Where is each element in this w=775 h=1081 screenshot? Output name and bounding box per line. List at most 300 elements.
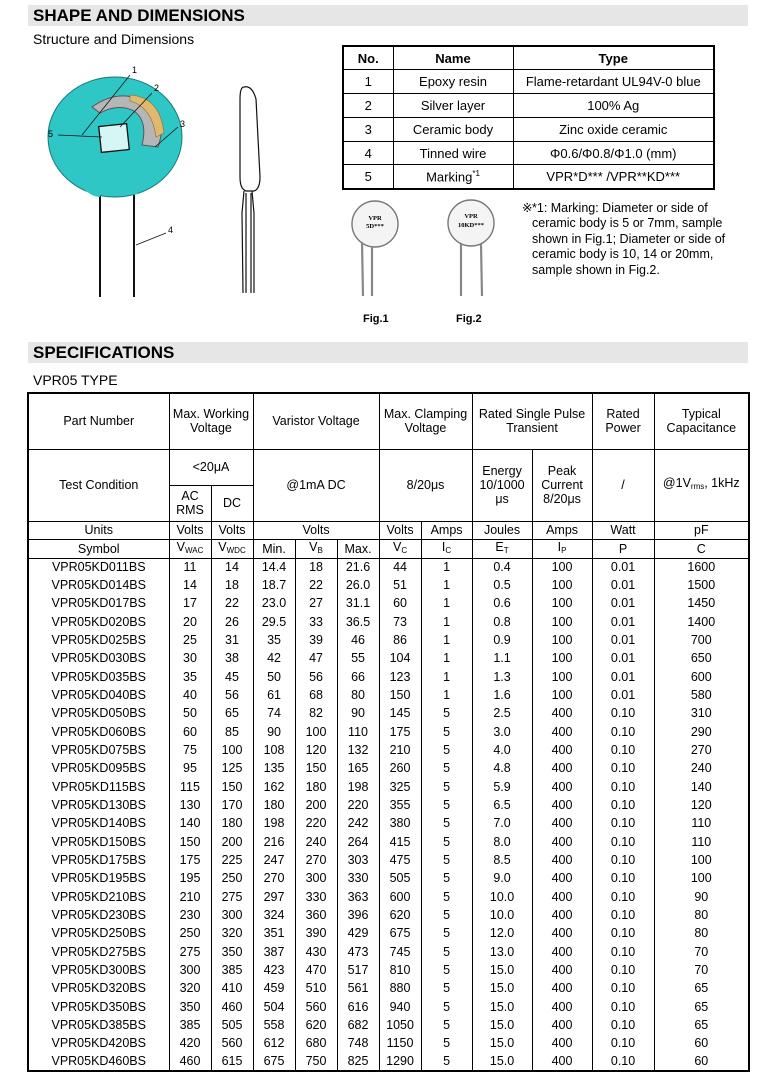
table-row	[28, 668, 749, 686]
cell-ic: 5	[421, 943, 472, 961]
table-row	[28, 595, 749, 613]
cell-et: 0.6	[472, 595, 532, 613]
table-row	[28, 778, 749, 796]
cell-ic: 5	[421, 815, 472, 833]
sym-sub: C	[401, 545, 408, 555]
cell-vwdc: 350	[211, 943, 253, 961]
cell-type: Φ0.6/Φ0.8/Φ1.0 (mm)	[513, 141, 714, 165]
cell-vv-min: 459	[253, 980, 295, 998]
cell-vb: 56	[295, 668, 337, 686]
cell-ip: 400	[532, 796, 592, 814]
cell-ic: 5	[421, 1035, 472, 1053]
note-text: *1: Marking: Diameter or side of ceramic body is 5 or 7mm, sample shown in Fig.1; Diameter or side of ceramic body is 10, 14 or 20mm, sample shown in Fig.2.	[532, 201, 726, 277]
cell-vb: 240	[295, 833, 337, 851]
cell-et: 7.0	[472, 815, 532, 833]
cell-ip: 400	[532, 851, 592, 869]
cell-et: 15.0	[472, 961, 532, 979]
cell-vb: 300	[295, 870, 337, 888]
cell-vc: 104	[379, 650, 421, 668]
cell-vb: 150	[295, 760, 337, 778]
cell-vwdc: 300	[211, 906, 253, 924]
type-subtitle: VPR05 TYPE	[33, 372, 118, 388]
cell-ic: 5	[421, 851, 472, 869]
cell-vc: 620	[379, 906, 421, 924]
cell-vc: 210	[379, 741, 421, 759]
cell-capacitance: 65	[654, 1016, 749, 1034]
cell-ic: 5	[421, 980, 472, 998]
cell-capacitance: 110	[654, 833, 749, 851]
sym-sub: P	[561, 545, 567, 555]
cell-vc: 123	[379, 668, 421, 686]
cell-part-number: VPR05KD050BS	[28, 705, 169, 723]
cell-et: 12.0	[472, 925, 532, 943]
tc-cap-tail: , 1kHz	[704, 476, 740, 490]
cell-ip: 400	[532, 1016, 592, 1034]
cell-vv-max: 242	[337, 815, 379, 833]
cell-vwac: 300	[169, 961, 211, 979]
table-row	[28, 741, 749, 759]
cell-vv-min: 198	[253, 815, 295, 833]
cell-et: 15.0	[472, 1035, 532, 1053]
cell-ip: 400	[532, 741, 592, 759]
unit-ip: Amps	[532, 521, 592, 539]
cell-vv-min: 612	[253, 1035, 295, 1053]
cell-ip: 400	[532, 705, 592, 723]
cell-et: 0.4	[472, 558, 532, 576]
cell-ip: 400	[532, 870, 592, 888]
cell-vv-max: 517	[337, 961, 379, 979]
cell-ic: 5	[421, 741, 472, 759]
cell-ic: 1	[421, 686, 472, 704]
cell-ic: 5	[421, 925, 472, 943]
cell-vwdc: 14	[211, 558, 253, 576]
unit-p: Watt	[592, 521, 654, 539]
table-row	[28, 1053, 749, 1071]
cell-ic: 5	[421, 906, 472, 924]
cell-part-number: VPR05KD250BS	[28, 925, 169, 943]
cell-ip: 400	[532, 943, 592, 961]
symbol-p: P	[592, 539, 654, 558]
cell-capacitance: 100	[654, 851, 749, 869]
cell-type: Zinc oxide ceramic	[513, 117, 714, 141]
cell-vwdc: 22	[211, 595, 253, 613]
cell-vwac: 275	[169, 943, 211, 961]
sym-sub: WDC	[226, 545, 246, 555]
cell-vv-max: 36.5	[337, 613, 379, 631]
cell-vv-min: 90	[253, 723, 295, 741]
unit-ic: Amps	[421, 521, 472, 539]
cell-vwdc: 250	[211, 870, 253, 888]
table-row	[28, 613, 749, 631]
cell-power: 0.10	[592, 1035, 654, 1053]
table-row	[343, 94, 714, 118]
cell-part-number: VPR05KD210BS	[28, 888, 169, 906]
cell-ip: 400	[532, 961, 592, 979]
fig2-mark-line2: 10KD***	[458, 222, 484, 229]
cell-part-number: VPR05KD040BS	[28, 686, 169, 704]
cell-vb: 27	[295, 595, 337, 613]
cell-vv-max: 21.6	[337, 558, 379, 576]
cell-vv-min: 61	[253, 686, 295, 704]
tc-clamping: 8/20μs	[379, 449, 472, 521]
table-row	[28, 870, 749, 888]
cell-vb: 750	[295, 1053, 337, 1071]
table-row	[28, 650, 749, 668]
cell-vb: 680	[295, 1035, 337, 1053]
cell-ip: 400	[532, 980, 592, 998]
cell-vwac: 210	[169, 888, 211, 906]
cell-vwac: 195	[169, 870, 211, 888]
cell-vc: 1290	[379, 1053, 421, 1071]
cell-et: 2.5	[472, 705, 532, 723]
cell-vv-max: 31.1	[337, 595, 379, 613]
cell-et: 15.0	[472, 980, 532, 998]
cell-power: 0.10	[592, 870, 654, 888]
cell-part-number: VPR05KD130BS	[28, 796, 169, 814]
cell-vwac: 230	[169, 906, 211, 924]
sym-main: V	[392, 539, 402, 554]
cell-power: 0.10	[592, 1053, 654, 1071]
cell-ip: 400	[532, 998, 592, 1016]
cell-ic: 5	[421, 998, 472, 1016]
cell-vwdc: 150	[211, 778, 253, 796]
cell-ip: 400	[532, 906, 592, 924]
table-row	[28, 760, 749, 778]
cell-vwac: 460	[169, 1053, 211, 1071]
cell-vv-min: 297	[253, 888, 295, 906]
section-title-shape: SHAPE AND DIMENSIONS	[33, 6, 245, 25]
cell-et: 6.5	[472, 796, 532, 814]
cell-et: 5.9	[472, 778, 532, 796]
cell-capacitance: 600	[654, 668, 749, 686]
cell-vc: 175	[379, 723, 421, 741]
cell-ip: 100	[532, 595, 592, 613]
cell-vv-max: 264	[337, 833, 379, 851]
cell-vwac: 60	[169, 723, 211, 741]
cell-vwdc: 65	[211, 705, 253, 723]
cell-vwdc: 85	[211, 723, 253, 741]
cell-ic: 1	[421, 595, 472, 613]
cell-vwdc: 200	[211, 833, 253, 851]
tc-leakage: <20μA	[169, 449, 253, 485]
cell-part-number: VPR05KD011BS	[28, 558, 169, 576]
header-test-condition: Test Condition	[28, 449, 169, 521]
note-mark: ※	[522, 201, 533, 215]
cell-capacitance: 70	[654, 943, 749, 961]
cell-ic: 1	[421, 576, 472, 594]
cell-et: 0.8	[472, 613, 532, 631]
cell-vwac: 115	[169, 778, 211, 796]
cell-vwac: 175	[169, 851, 211, 869]
cell-vc: 73	[379, 613, 421, 631]
unit-vc: Volts	[379, 521, 421, 539]
fig2-mark-line1: VPR	[464, 213, 478, 220]
symbol-vb	[295, 539, 337, 558]
marking-note	[522, 201, 727, 278]
cell-ic: 5	[421, 888, 472, 906]
tc-cap-main: @1V	[662, 476, 691, 490]
table-row	[28, 851, 749, 869]
cell-vv-min: 108	[253, 741, 295, 759]
fig2-varistor-image	[443, 198, 499, 298]
cell-vc: 475	[379, 851, 421, 869]
cell-power: 0.10	[592, 1016, 654, 1034]
cell-et: 8.5	[472, 851, 532, 869]
cell-vv-min: 74	[253, 705, 295, 723]
cell-power: 0.01	[592, 668, 654, 686]
cell-ip: 400	[532, 760, 592, 778]
cell-ip: 100	[532, 631, 592, 649]
structure-subtitle: Structure and Dimensions	[33, 31, 195, 47]
cell-power: 0.10	[592, 906, 654, 924]
cell-vc: 1150	[379, 1035, 421, 1053]
table-row	[28, 943, 749, 961]
fig1-mark-line1: VPR	[368, 215, 382, 222]
cell-vv-min: 14.4	[253, 558, 295, 576]
cell-vc: 355	[379, 796, 421, 814]
cell-capacitance: 240	[654, 760, 749, 778]
cell-vv-max: 55	[337, 650, 379, 668]
cell-vwac: 420	[169, 1035, 211, 1053]
cell-part-number: VPR05KD150BS	[28, 833, 169, 851]
cell-vv-max: 90	[337, 705, 379, 723]
unit-et: Joules	[472, 521, 532, 539]
cell-vwac: 30	[169, 650, 211, 668]
cell-vb: 510	[295, 980, 337, 998]
cell-vv-min: 270	[253, 870, 295, 888]
cell-vc: 810	[379, 961, 421, 979]
cell-type: 100% Ag	[513, 94, 714, 118]
cell-power: 0.01	[592, 558, 654, 576]
cell-et: 1.1	[472, 650, 532, 668]
cell-et: 10.0	[472, 906, 532, 924]
cell-ic: 5	[421, 1016, 472, 1034]
table-row	[28, 1016, 749, 1034]
cell-vv-min: 351	[253, 925, 295, 943]
cell-ic: 5	[421, 705, 472, 723]
fig2-label: Fig.2	[456, 313, 482, 325]
cell-vb: 82	[295, 705, 337, 723]
cell-part-number: VPR05KD385BS	[28, 1016, 169, 1034]
cell-vwdc: 45	[211, 668, 253, 686]
cell-power: 0.10	[592, 723, 654, 741]
cell-capacitance: 70	[654, 961, 749, 979]
cell-ic: 1	[421, 650, 472, 668]
cell-vb: 200	[295, 796, 337, 814]
cell-ip: 100	[532, 613, 592, 631]
cell-capacitance: 1400	[654, 613, 749, 631]
cell-vv-max: 132	[337, 741, 379, 759]
cell-vwdc: 275	[211, 888, 253, 906]
cell-ip: 400	[532, 1035, 592, 1053]
cell-vwac: 14	[169, 576, 211, 594]
cell-et: 15.0	[472, 998, 532, 1016]
header-part-number: Part Number	[28, 393, 169, 449]
cell-vc: 415	[379, 833, 421, 851]
cell-power: 0.10	[592, 705, 654, 723]
symbol-ip	[532, 539, 592, 558]
cell-ip: 400	[532, 888, 592, 906]
table-row	[28, 558, 749, 576]
specifications-data	[28, 558, 749, 1071]
table-row	[28, 925, 749, 943]
cell-vc: 745	[379, 943, 421, 961]
cell-vwdc: 385	[211, 961, 253, 979]
callout-1: 1	[132, 65, 138, 75]
cell-vv-min: 135	[253, 760, 295, 778]
header-rated-power: Rated Power	[592, 393, 654, 449]
cell-vv-min: 180	[253, 796, 295, 814]
cell-vc: 940	[379, 998, 421, 1016]
cell-vc: 145	[379, 705, 421, 723]
cell-et: 15.0	[472, 1016, 532, 1034]
cell-part-number: VPR05KD140BS	[28, 815, 169, 833]
cell-et: 9.0	[472, 870, 532, 888]
table-row	[343, 141, 714, 165]
cell-power: 0.01	[592, 576, 654, 594]
cell-power: 0.10	[592, 943, 654, 961]
cell-part-number: VPR05KD350BS	[28, 998, 169, 1016]
symbol-min: Min.	[253, 539, 295, 558]
cell-ic: 5	[421, 778, 472, 796]
sym-sub: T	[503, 545, 509, 555]
cell-vb: 22	[295, 576, 337, 594]
cell-power: 0.10	[592, 998, 654, 1016]
symbol-c: C	[654, 539, 749, 558]
cell-vb: 330	[295, 888, 337, 906]
cell-vwac: 140	[169, 815, 211, 833]
symbol-et	[472, 539, 532, 558]
cell-vwdc: 18	[211, 576, 253, 594]
cell-part-number: VPR05KD115BS	[28, 778, 169, 796]
cell-part-number: VPR05KD195BS	[28, 870, 169, 888]
cell-power: 0.01	[592, 613, 654, 631]
cell-et: 1.6	[472, 686, 532, 704]
cell-capacitance: 1450	[654, 595, 749, 613]
cell-capacitance: 650	[654, 650, 749, 668]
cell-name	[393, 165, 513, 189]
callout-5: 5	[48, 129, 54, 139]
sym-main: I	[557, 539, 562, 554]
cell-vwac: 11	[169, 558, 211, 576]
marking-footnote-ref: *1	[472, 168, 480, 178]
unit-vv: Volts	[253, 521, 379, 539]
cell-vwac: 50	[169, 705, 211, 723]
cell-vv-max: 66	[337, 668, 379, 686]
tc-energy: Energy 10/1000 μs	[472, 449, 532, 521]
cell-vwac: 20	[169, 613, 211, 631]
table-row	[28, 815, 749, 833]
cell-vv-max: 682	[337, 1016, 379, 1034]
unit-vwdc: Volts	[211, 521, 253, 539]
cell-capacitance: 140	[654, 778, 749, 796]
table-row	[28, 723, 749, 741]
cell-vb: 470	[295, 961, 337, 979]
cell-vwdc: 460	[211, 998, 253, 1016]
cell-power: 0.10	[592, 961, 654, 979]
cell-et: 0.5	[472, 576, 532, 594]
cell-capacitance: 60	[654, 1035, 749, 1053]
cell-power: 0.01	[592, 631, 654, 649]
sym-main: V	[309, 539, 318, 554]
tc-ac-rms: AC RMS	[169, 485, 211, 521]
cell-capacitance: 65	[654, 998, 749, 1016]
cell-ip: 100	[532, 576, 592, 594]
cell-capacitance: 80	[654, 906, 749, 924]
cell-vwac: 25	[169, 631, 211, 649]
cell-part-number: VPR05KD460BS	[28, 1053, 169, 1071]
cell-power: 0.10	[592, 741, 654, 759]
cell-part-number: VPR05KD075BS	[28, 741, 169, 759]
cell-vwac: 150	[169, 833, 211, 851]
cell-vv-max: 303	[337, 851, 379, 869]
cell-vwac: 17	[169, 595, 211, 613]
unit-c: pF	[654, 521, 749, 539]
header-typical-capacitance: Typical Capacitance	[654, 393, 749, 449]
cell-vc: 150	[379, 686, 421, 704]
cell-vb: 560	[295, 998, 337, 1016]
cell-vwac: 95	[169, 760, 211, 778]
cell-vv-min: 23.0	[253, 595, 295, 613]
cell-power: 0.10	[592, 778, 654, 796]
cell-et: 8.0	[472, 833, 532, 851]
sym-sub: C	[445, 545, 452, 555]
section-title-spec: SPECIFICATIONS	[33, 343, 175, 362]
cell-ip: 400	[532, 925, 592, 943]
cell-vc: 600	[379, 888, 421, 906]
sym-main: V	[176, 539, 185, 554]
cell-vwdc: 410	[211, 980, 253, 998]
tc-power: /	[592, 449, 654, 521]
cell-ic: 5	[421, 870, 472, 888]
table-row	[28, 980, 749, 998]
cell-vv-min: 29.5	[253, 613, 295, 631]
cell-ip: 100	[532, 686, 592, 704]
cell-power: 0.10	[592, 851, 654, 869]
cell-ic: 5	[421, 723, 472, 741]
cell-type: Flame-retardant UL94V-0 blue	[513, 70, 714, 94]
table-row	[28, 888, 749, 906]
cell-vb: 180	[295, 778, 337, 796]
cell-vv-max: 220	[337, 796, 379, 814]
cell-part-number: VPR05KD420BS	[28, 1035, 169, 1053]
header-no: No.	[343, 46, 393, 70]
cell-vwdc: 31	[211, 631, 253, 649]
cell-power: 0.10	[592, 815, 654, 833]
cell-vb: 33	[295, 613, 337, 631]
table-row	[28, 576, 749, 594]
cell-ip: 400	[532, 1053, 592, 1071]
cell-name: Silver layer	[393, 94, 513, 118]
cell-vwac: 40	[169, 686, 211, 704]
sym-main: V	[218, 539, 227, 554]
table-row	[343, 117, 714, 141]
cell-vwdc: 170	[211, 796, 253, 814]
units-label: Units	[28, 521, 169, 539]
cell-part-number: VPR05KD095BS	[28, 760, 169, 778]
cell-capacitance: 1600	[654, 558, 749, 576]
symbol-label: Symbol	[28, 539, 169, 558]
header-type: Type	[513, 46, 714, 70]
cell-capacitance: 580	[654, 686, 749, 704]
table-row	[28, 705, 749, 723]
cell-power: 0.10	[592, 796, 654, 814]
varistor-structure-diagram	[30, 55, 330, 305]
cell-power: 0.10	[592, 888, 654, 906]
cell-vc: 260	[379, 760, 421, 778]
cell-ic: 5	[421, 760, 472, 778]
cell-vc: 880	[379, 980, 421, 998]
